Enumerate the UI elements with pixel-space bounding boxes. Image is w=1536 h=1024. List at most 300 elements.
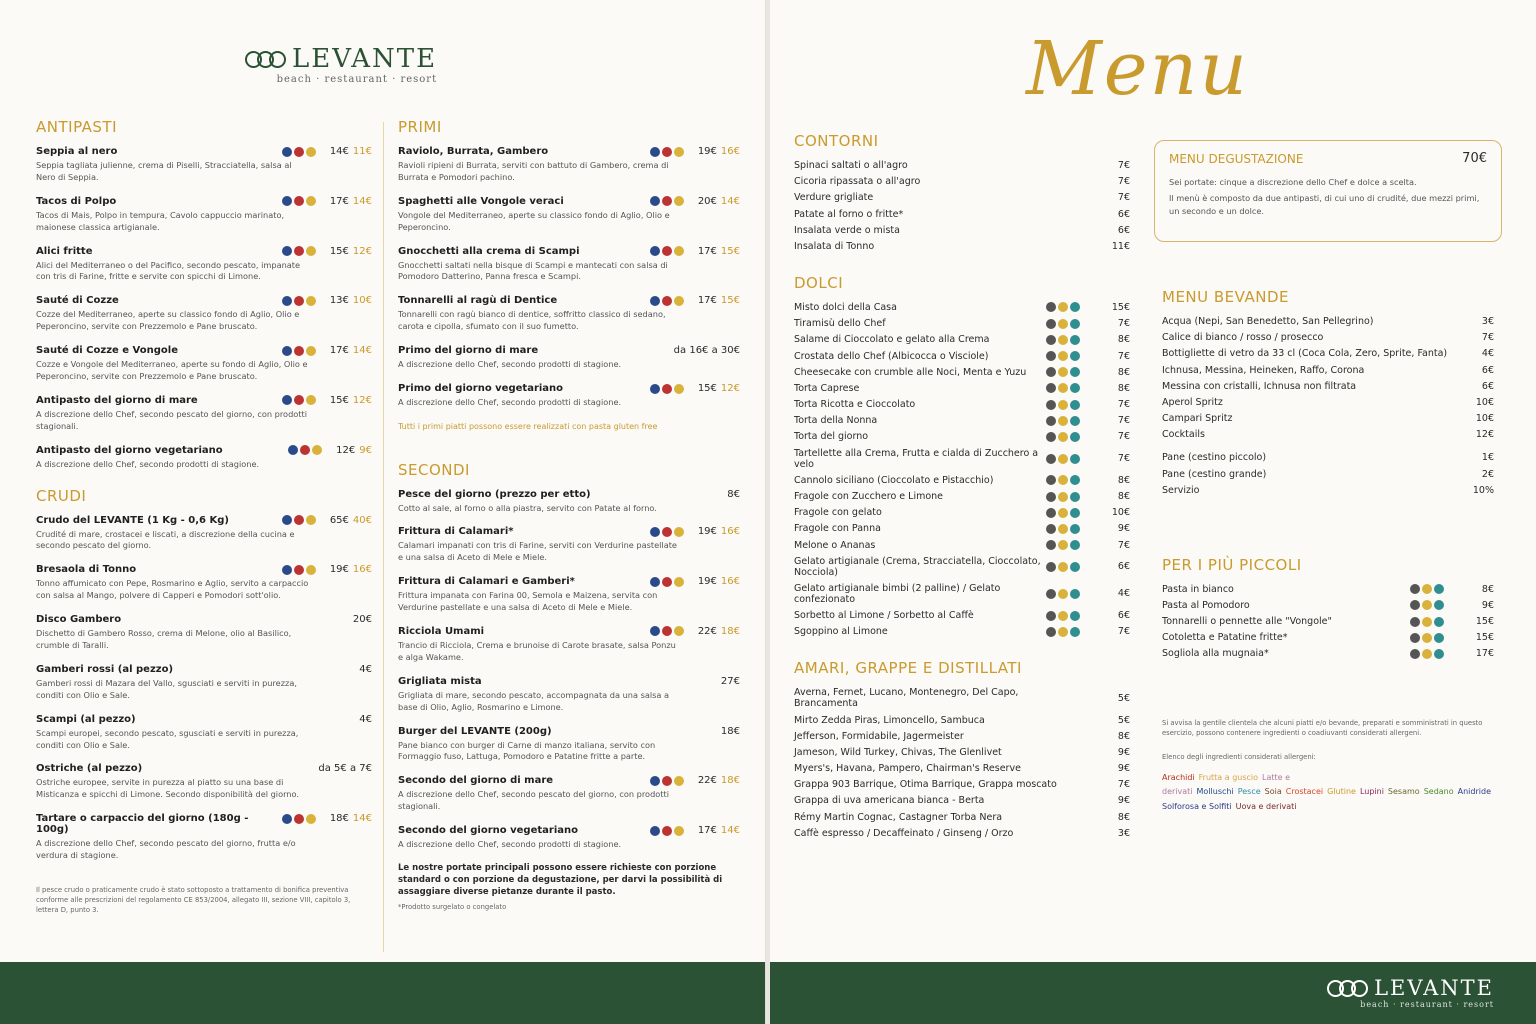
allergen-icon [288,445,298,455]
dish-name: Antipasto del giorno vegetariano [36,444,223,456]
allergen-icon [1410,649,1420,659]
dish-name: Primo del giorno di mare [398,345,539,357]
dish-item [398,726,740,764]
list-item [794,763,1130,774]
dish-description: A discrezione dello Chef, secondo pescato del giorno, con prodotti stagionali. [398,789,669,812]
bevande-extras [1162,452,1494,495]
column-divider [383,122,384,952]
dish-item [36,813,372,862]
dish-item [398,825,740,851]
allergen-icons [1410,617,1444,627]
allergen-icon [674,577,684,587]
allergen-icon [1058,400,1068,410]
allergen-icon [282,814,292,824]
list-item [1162,648,1494,659]
item-name: Sogliola alla mugnaia* [1162,648,1269,660]
allergen-icon [662,527,672,537]
allergen-icon [674,296,684,306]
degustazione-title: MENU DEGUSTAZIONE [1169,151,1304,166]
item-price: 7€ [1117,431,1130,443]
list-item [794,475,1130,486]
left-page [0,0,766,1024]
item-price: 6€ [1117,208,1130,220]
dish-description: Gamberi rossi di Mazara del Vallo, sgusciati e serviti in purezza, conditi con Olio e Sale. [36,677,297,700]
list-item [794,334,1130,345]
allergen-icons [1046,611,1080,621]
dish-price: 15€ 12€ [329,394,372,406]
allergen-icon [674,776,684,786]
list-item [794,507,1130,518]
allergen-icon [1070,383,1080,393]
allergen-icon [1058,508,1068,518]
item-price: 7€ [1117,779,1130,791]
allergen-icon [1070,475,1080,485]
secondi-note: Le nostre portate principali possono essere richieste con porzione standard o con porzione da degustazione, per darvi la possibilità di assaggiare diverse pietanze durante il pasto. [398,862,723,897]
allergen-icon [1434,633,1444,643]
allergen-icons [1046,508,1080,518]
dish-name: Gamberi rossi (al pezzo) [36,663,174,675]
dish-price: 22€ 18€ [697,775,740,787]
item-name: Averna, Fernet, Lucano, Montenegro, Del Capo, Brancamenta [794,687,1019,710]
allergen-icon [1422,633,1432,643]
allergen-icon [662,826,672,836]
allergen-icons [1046,589,1080,599]
degustazione-price: 70€ [1462,151,1487,166]
allergen-icon [1422,617,1432,627]
allergen-icons [1410,600,1444,610]
item-price: 9€ [1117,763,1130,775]
allergen-icon [1070,508,1080,518]
allergen-icon [1070,319,1080,329]
allergen-icon [662,577,672,587]
right-page [770,0,1536,1024]
dish-price: 19€ 16€ [329,564,372,576]
item-price: 17€ [1475,648,1494,660]
allergen-icons [1046,562,1080,572]
allergen-icon [1058,319,1068,329]
dish-price-tasting: 15€ [720,245,740,257]
item-price: 11€ [1111,240,1130,252]
item-name: Spinaci saltati o all'agro [794,160,908,171]
allergen-icon [1434,584,1444,594]
section-title-contorni: CONTORNI [794,132,879,150]
dish-price: 17€ 14€ [329,195,372,207]
allergen-icon [282,395,292,405]
allergen-icon [1046,508,1056,518]
list-item [794,241,1130,252]
dish-description: Alici del Mediterraneo o del Pacifico, secondo pescato, impanate con tris di Farine, fritte e servite con spicchi di Limone. [36,259,301,282]
dish-item [36,664,372,702]
allergen-icon [1046,319,1056,329]
dish-description: Frittura impanata con Farina 00, Semola e Maizena, servita con Verdurine pastellate e una salsa di Aceto di Mele e Miele. [398,590,658,613]
dish-item [398,775,740,813]
item-price: 2€ [1481,468,1494,480]
dish-item [36,445,372,471]
allergen-icons [1046,492,1080,502]
allergen-icons [650,527,684,537]
item-price: 8€ [1481,583,1494,595]
allergen-icon [1434,649,1444,659]
allergen-icons [282,814,316,824]
dish-price-tasting: 15€ [720,295,740,307]
allergen-icon [294,814,304,824]
allergen-icon [662,296,672,306]
allergen-icon [1046,383,1056,393]
dish-description: Tacos di Mais, Polpo in tempura, Cavolo cappuccio marinato, maionese classica artigianale. [36,209,285,232]
allergen-icon [1422,649,1432,659]
degustazione-box [1154,140,1502,242]
dish-price-tasting: 11€ [352,146,372,157]
dish-price: 20€ [352,614,372,626]
item-price: 7€ [1117,160,1130,171]
dish-price-tasting: 40€ [352,514,372,526]
dish-description: Cozze e Vongole del Mediterraneo, aperte su fondo di Aglio, Olio e Peperoncino, servite con Prezzemolo e Pane bruscato. [36,359,308,382]
item-name: Crostata dello Chef (Albicocca o Visciole) [794,350,989,362]
dish-price-tasting: 14€ [352,345,372,357]
item-price: 15€ [1111,301,1130,313]
item-price: 7€ [1117,453,1130,465]
logo-footer-circles-icon [1332,980,1368,997]
allergen-icon [306,814,316,824]
column-bevande-piccoli [1162,288,1494,814]
allergen-icon [650,577,660,587]
allergen-icons [1410,633,1444,643]
logo-tagline: beach · restaurant · resort [276,74,438,85]
allergen-icon [1046,475,1056,485]
allergen-icon [650,246,660,256]
allergen-icon [300,445,310,455]
dish-name: Tartare o carpaccio del giorno (180g - 100g) [36,813,249,836]
dish-item [398,146,740,184]
dish-name: Tonnarelli al ragù di Dentice [398,295,558,307]
dish-price: 12€ 9€ [336,444,372,456]
allergen-icons [1046,416,1080,426]
item-name: Fragole con gelato [794,507,882,519]
dish-item [398,526,740,564]
list-item [794,192,1130,203]
dish-price-tasting: 16€ [720,576,740,588]
dish-name: Gnocchetti alla crema di Scampi [398,245,580,257]
allergen-icon [1058,432,1068,442]
item-price: 7€ [1117,415,1130,427]
allergen-list [1162,771,1494,814]
allergen-icon [294,196,304,206]
logo [250,44,437,85]
allergen-icon [1046,627,1056,637]
item-price: 8€ [1117,811,1130,823]
dish-description: Tonno affumicato con Pepe, Rosmarino e Aglio, servito a carpaccio con salsa al Mango, polvere di Capperi e Pomodori sott'olio. [36,578,309,601]
allergen-icon [674,626,684,636]
list-item [794,176,1130,187]
list-item [794,383,1130,394]
list-item [794,626,1130,637]
item-price: 3€ [1117,827,1130,839]
footer-band [0,962,765,1024]
dish-description: A discrezione dello Chef, secondo pescato del giorno, con prodotti stagionali. [36,408,307,431]
dish-price: 4€ [359,663,372,675]
allergen-icon [312,445,322,455]
item-name: Insalata di Tonno [794,240,875,252]
column-antipasti-crudi [36,118,372,916]
dish-description: Calamari impanati con tris di Farine, serviti con Verdurine pastellate e una salsa di Aceto di Mele e Miele. [398,540,677,563]
dish-price: 19€ 16€ [697,576,740,588]
item-name: Pane (cestino piccolo) [1162,452,1267,464]
dish-name: Alici fritte [36,245,93,257]
allergen-icon [662,196,672,206]
allergen-icon [1422,584,1432,594]
item-name: Insalata verde o mista [794,224,900,236]
allergen-icons [650,196,684,206]
item-price: 9€ [1117,523,1130,535]
item-name: Cheesecake con crumble alle Noci, Menta e Yuzu [794,366,1027,378]
dish-name: Spaghetti alle Vongole veraci [398,195,564,207]
dish-price: 15€ 12€ [329,245,372,257]
item-name: Grappa 903 Barrique, Otima Barrique, Grappa moscato [794,779,1057,791]
dish-name: Bresaola di Tonno [36,564,137,576]
allergen-icon [1046,492,1056,502]
dish-description: Pane bianco con burger di Carne di manzo italiana, servito con Formaggio fuso, Lattuga, Pomodoro e Patatine fritte a parte. [398,739,656,762]
allergen-icon [1058,627,1068,637]
item-price: 7€ [1117,318,1130,330]
list-item [794,491,1130,502]
allergen-icon [294,346,304,356]
allergen-icon [1046,367,1056,377]
dish-item [36,246,372,284]
item-name: Acqua (Nepi, San Benedetto, San Pellegrino) [1162,316,1374,327]
item-price: 4€ [1481,348,1494,360]
section-title-piccoli: PER I PIÙ PICCOLI [1162,555,1302,574]
list-item [794,351,1130,362]
allergen-icon [282,565,292,575]
dish-price: 22€ 18€ [697,625,740,637]
allergen-icons [282,395,316,405]
allergen-icons [1046,319,1080,329]
list-item [794,795,1130,806]
item-name: Fragole con Zucchero e Limone [794,491,944,502]
allergen-icon [1070,400,1080,410]
allergen-icons [1046,335,1080,345]
allergen-name: Arachidi [1162,772,1195,782]
list-item [794,540,1130,551]
item-name: Mirto Zedda Piras, Limoncello, Sambuca [794,714,985,726]
dish-item [36,146,372,184]
item-price: 3€ [1481,316,1494,327]
dish-name: Burger del LEVANTE (200g) [398,725,552,737]
item-name: Sgoppino al Limone [794,626,888,638]
item-price: 15€ [1475,632,1494,644]
dish-description: Gnocchetti saltati nella bisque di Scampi e mantecati con salsa di Pomodoro Datterino, Panna fresca e Scampi. [398,259,668,282]
dish-description: Crudité di mare, crostacei e liscati, a discrezione della cucina e secondo pescato del giorno. [36,528,295,551]
allergen-icon [1046,524,1056,534]
allergen-icon [306,296,316,306]
allergen-icon [1046,302,1056,312]
list-item [794,610,1130,621]
dish-item [36,345,372,383]
dish-description: Cotto al sale, al forno o alla piastra, servito con Patate al forno. [398,502,657,513]
list-item [1162,332,1494,343]
item-price: 8€ [1117,366,1130,378]
dish-item [398,676,740,714]
item-name: Grappa di uva americana bianca - Berta [794,795,985,807]
allergen-icon [1058,524,1068,534]
allergen-icons [650,384,684,394]
item-price: 5€ [1117,692,1130,704]
dish-name: Grigliata mista [398,675,482,687]
dish-price-tasting: 10€ [352,295,372,307]
allergen-icon [650,626,660,636]
allergen-icon [282,246,292,256]
list-item [794,812,1130,823]
item-name: Tiramisù dello Chef [794,318,886,330]
list-item [1162,381,1494,392]
list-item [794,731,1130,742]
allergen-icon [1046,432,1056,442]
item-name: Cannolo siciliano (Cioccolato e Pistacchio) [794,474,994,486]
allergen-name: Pesce [1237,787,1261,797]
dish-description: A discrezione dello Chef, secondo prodotti di stagione. [398,839,622,850]
item-name: Pasta in bianco [1162,583,1234,595]
dish-price: 19€ 16€ [697,526,740,538]
item-name: Cocktails [1162,429,1205,441]
allergen-icon [1070,611,1080,621]
allergen-icon [306,196,316,206]
allergen-icon [306,515,316,525]
amari-list [794,687,1130,839]
item-name: Melone o Ananas [794,539,876,551]
item-price: 8€ [1117,491,1130,502]
allergen-icons [282,147,316,157]
allergen-icon [1070,351,1080,361]
item-name: Myers's, Havana, Pampero, Chairman's Reserve [794,763,1021,775]
allergen-icons [288,445,322,455]
allergen-icons [1046,367,1080,377]
dish-price-tasting: 9€ [359,444,372,456]
section-title-crudi: CRUDI [36,486,87,505]
allergen-icons [650,776,684,786]
dish-name: Sauté di Cozze e Vongole [36,345,178,357]
item-name: Campari Spritz [1162,413,1233,425]
allergen-name: Uova e derivati [1235,801,1297,811]
menu-title: Menu [1026,26,1249,112]
list-item [794,431,1130,442]
allergen-icon [306,346,316,356]
allergen-icons [1046,524,1080,534]
allergen-name: Latte e derivati [1162,772,1291,797]
allergen-icon [1434,600,1444,610]
allergen-icon [1058,302,1068,312]
item-price: 7€ [1117,399,1130,411]
dish-name: Frittura di Calamari e Gamberi* [398,576,575,588]
allergen-icon [1070,454,1080,464]
item-name: Messina con cristalli, Ichnusa non filtrata [1162,380,1357,392]
item-price: 9€ [1481,599,1494,611]
allergen-icon [1046,351,1056,361]
list-item [1162,397,1494,408]
list-item [794,367,1130,378]
dish-price: 13€ 10€ [329,295,372,307]
allergen-icon [1046,611,1056,621]
allergen-icons [1410,584,1444,594]
allergen-icons [1046,383,1080,393]
item-name: Misto dolci della Casa [794,301,897,313]
item-name: Torta del giorno [794,431,869,443]
item-name: Patate al forno o fritte* [794,208,904,220]
list-item [794,779,1130,790]
allergen-icon [306,565,316,575]
allergen-icon [282,196,292,206]
allergen-icons [282,296,316,306]
list-item [794,715,1130,726]
item-name: Torta Caprese [794,382,860,394]
item-name: Sorbetto al Limone / Sorbetto al Caffè [794,610,974,622]
dish-name: Frittura di Calamari* [398,526,514,538]
item-price: 8€ [1117,334,1130,346]
secondi-footnote: *Prodotto surgelato o congelato [398,902,507,911]
item-name: Cicoria ripassata o all'agro [794,176,921,188]
dish-description: Seppia tagliata julienne, crema di Piselli, Stracciatella, salsa al Nero di Seppia. [36,160,292,182]
allergen-icon [294,565,304,575]
list-item [1162,429,1494,440]
item-price: 7€ [1481,332,1494,344]
item-price: 7€ [1117,350,1130,362]
dish-price: 18€ [720,725,740,737]
section-title-primi: PRIMI [398,118,442,136]
logo-title: LEVANTE [292,44,438,74]
dish-price: 19€ 16€ [697,146,740,157]
allergen-icon [1434,617,1444,627]
allergen-icon [1046,335,1056,345]
dish-item [36,515,372,553]
dish-price: 65€ 40€ [329,514,372,526]
item-price: 10€ [1475,413,1494,425]
allergen-intro: Elenco degli ingredienti considerati allergeni: [1162,753,1316,762]
allergen-icon [1422,600,1432,610]
allergen-icon [1058,540,1068,550]
allergen-name: Glutine [1327,787,1356,797]
dish-price-tasting: 16€ [720,146,740,157]
allergen-icon [1070,540,1080,550]
allergen-icon [650,826,660,836]
logo-circles-icon [250,51,286,68]
allergen-notice: Si avvisa la gentile clientela che alcuni piatti e/o bevande, preparati e somministrati in questo esercizio, possono contenere ingredienti o coadiuvanti considerati allergeni. [1162,719,1483,738]
allergen-icons [1046,454,1080,464]
dish-item [36,196,372,234]
allergen-icon [674,147,684,157]
dish-item [398,196,740,234]
allergen-icon [662,147,672,157]
allergen-icons [282,196,316,206]
allergen-icon [1070,562,1080,572]
allergen-name: Lupini [1359,787,1384,797]
allergen-icon [306,246,316,256]
allergen-icon [1058,589,1068,599]
list-item [1162,316,1494,327]
allergen-icons [1046,351,1080,361]
list-item [794,209,1130,220]
item-name: Caffè espresso / Decaffeinato / Ginseng / Orzo [794,827,1014,839]
dish-price: 15€ 12€ [697,383,740,395]
allergen-icon [1058,416,1068,426]
item-name: Rémy Martin Cognac, Castagner Torba Nera [794,811,1003,823]
list-item [794,523,1130,534]
dish-item [398,576,740,614]
dish-price-tasting: 16€ [720,526,740,538]
allergen-icon [294,296,304,306]
list-item [1162,632,1494,643]
dish-name: Scampi (al pezzo) [36,713,136,725]
list-item [1162,413,1494,424]
dish-item [398,383,740,409]
